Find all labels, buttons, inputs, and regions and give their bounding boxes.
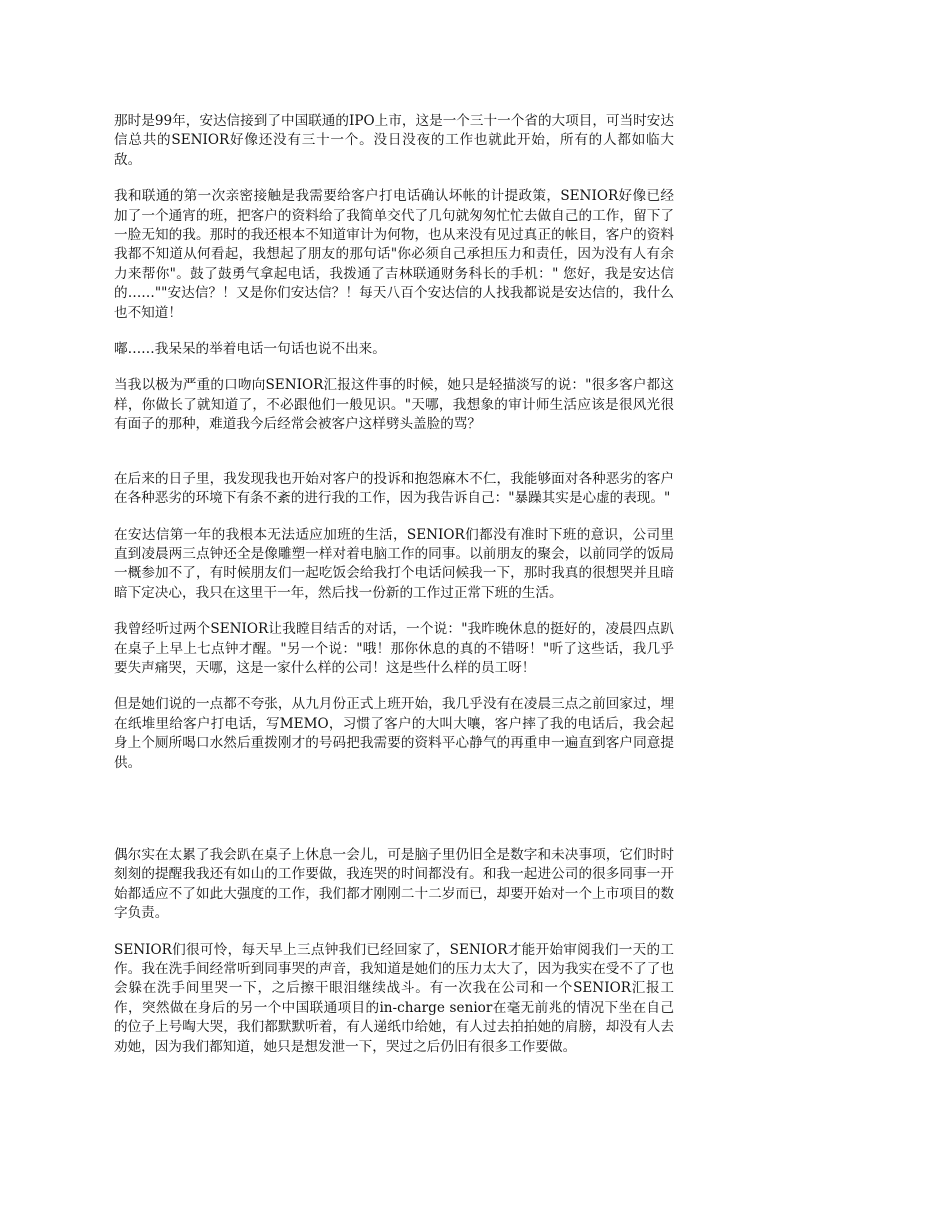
paragraph: 在后来的日子里，我发现我也开始对客户的投诉和抱怨麻木不仁，我能够面对各种恶劣的客户在各种恶劣的环境下有条不紊的进行我的工作，因为我告诉自己："暴躁其实是心虚的表现。" — [114, 470, 674, 507]
paragraph: 那时是99年，安达信接到了中国联通的IPO上市，这是一个三十一个省的大项目，可当时安达信总共的SENIOR好像还没有三十一个。没日没夜的工作也就此开始，所有的人都如临大敌。 — [114, 113, 674, 168]
paragraph-gap — [114, 170, 674, 187]
paragraph: 在安达信第一年的我根本无法适应加班的生活，SENIOR们都没有准时下班的意识，公司里直到凌晨两三点钟还全是像雕塑一样对着电脑工作的同事。以前朋友的聚会，以前同学的饭局一概参加不了，有时候朋友们一起吃饭会给我打个电话问候我一下，那时我真的很想哭并且暗暗下定决心，我只在这里干一年，然后找一份新的工作过正常下班的生活。 — [114, 526, 674, 601]
paragraph: 我和联通的第一次亲密接触是我需要给客户打电话确认坏帐的计提政策，SENIOR好像已经加了一个通宵的班，把客户的资料给了我简单交代了几句就匆匆忙忙去做自己的工作，留下了一脸无知的我。那时的我还根本不知道审计为何物，也从来没有见过真正的帐目，客户的资料我都不知道从何看起，我想起了朋友的那句话"你必须自己承担压力和责任，因为没有人有余力来帮你"。鼓了鼓勇气拿起电话，我拨通了吉林联通财务科长的手机：" 您好，我是安达信的……""安达信？！又是你们安达信？！每天八百个安达信的人找我都说是安达信的，我什么也不知道！ — [114, 188, 674, 321]
document-body — [114, 112, 674, 1057]
paragraph: 偶尔实在太累了我会趴在桌子上休息一会儿，可是脑子里仍旧全是数字和未决事项，它们时时刻刻的提醒我我还有如山的工作要做，我连哭的时间都没有。和我一起进公司的很多同事一开始都适应不了如此大强度的工作，我们都才刚刚二十二岁而已，却要开始对一个上市项目的数字负责。 — [114, 846, 674, 922]
paragraph: 我曾经听过两个SENIOR让我瞠目结舌的对话，一个说："我昨晚休息的挺好的，凌晨四点趴在桌子上早上七点钟才醒。"另一个说："哦！那你休息的真的不错呀！"听了这些话，我几乎要失声痛哭，天哪，这是一家什么样的公司！这是些什么样的员工呀！ — [114, 621, 674, 676]
paragraph-gap — [114, 359, 674, 376]
paragraph: SENIOR们很可怜，每天早上三点钟我们已经回家了，SENIOR才能开始审阅我们一天的工作。我在洗手间经常听到同事哭的声音，我知道是她们的压力太大了，因为我实在受不了了也会躲在洗手间里哭一下，之后擦干眼泪继续战斗。有一次我在公司和一个SENIOR汇报工作，突然做在身后的另一个中国联通项目的in-charge senior在毫无前兆的情况下坐在自己的位子上号啕大哭，我们都默默听着，有人递纸巾给她，有人过去拍拍她的肩膀，却没有人去劝她，因为我们都知道，她只是想发泄一下，哭过之后仍旧有很多工作要做。 — [114, 941, 674, 1055]
paragraph-gap — [114, 323, 674, 340]
paragraph-gap — [114, 773, 674, 846]
paragraph-gap — [114, 603, 674, 620]
paragraph-gap — [114, 678, 674, 695]
paragraph: 嘟……我呆呆的举着电话一句话也说不出来。 — [114, 341, 386, 358]
paragraph-gap — [114, 509, 674, 526]
paragraph-gap — [114, 435, 674, 470]
paragraph: 当我以极为严重的口吻向SENIOR汇报这件事的时候，她只是轻描淡写的说："很多客户都这样，你做长了就知道了，不必跟他们一般见识。"天哪，我想象的审计师生活应该是很风光很有面子的那种，难道我今后经常会被客户这样劈头盖脸的骂？ — [114, 377, 674, 433]
paragraph-gap — [114, 924, 674, 941]
paragraph: 但是她们说的一点都不夸张，从九月份正式上班开始，我几乎没有在凌晨三点之前回家过，埋在纸堆里给客户打电话，写MEMO，习惯了客户的大叫大嚷，客户摔了我的电话后，我会起身上个厕所喝口水然后重拨刚才的号码把我需要的资料平心静气的再重申一遍直到客户同意提供。 — [114, 696, 674, 771]
